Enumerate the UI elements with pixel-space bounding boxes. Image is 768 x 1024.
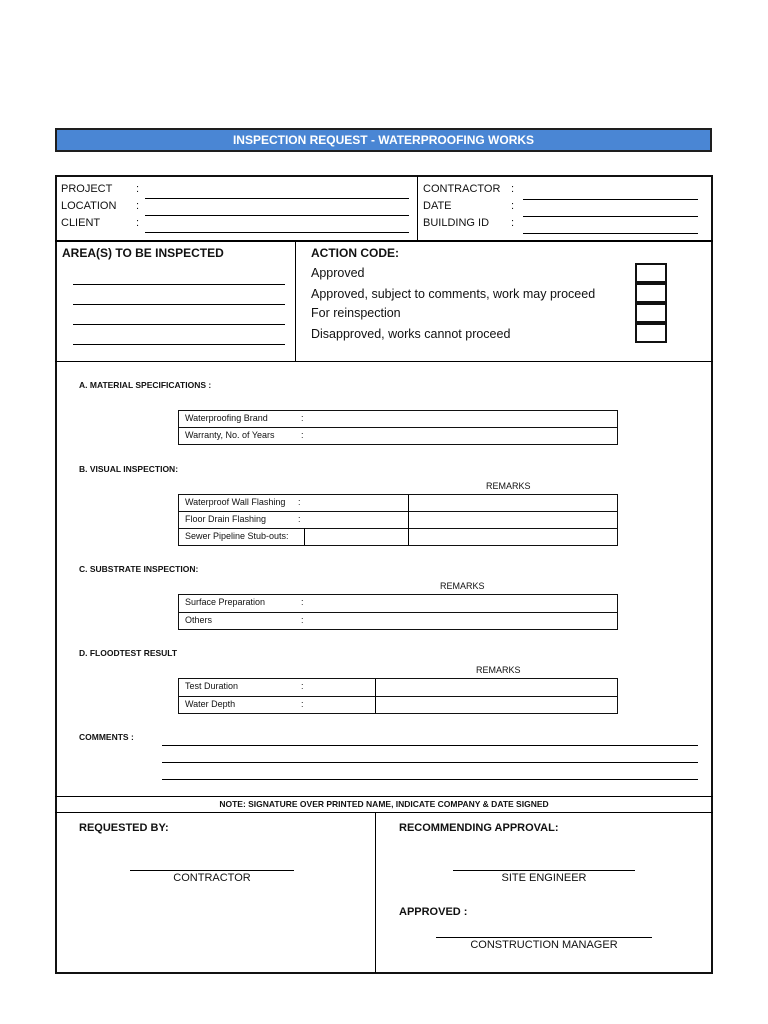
table-row-divider xyxy=(179,696,617,697)
section-d-remarks: REMARKS xyxy=(476,665,521,675)
contractor-colon: : xyxy=(511,183,515,195)
section-a-title: A. MATERIAL SPECIFICATIONS : xyxy=(79,380,212,390)
date-colon: : xyxy=(511,200,515,212)
table-row-divider xyxy=(179,528,617,529)
contractor-role: CONTRACTOR xyxy=(173,872,251,884)
comments-line-2[interactable] xyxy=(162,762,698,763)
checkbox-approved[interactable] xyxy=(635,263,667,283)
section-c-table xyxy=(178,594,618,630)
construction-manager-signature-line[interactable] xyxy=(436,937,652,938)
checkbox-reinspection[interactable] xyxy=(635,303,667,323)
building-id-field[interactable] xyxy=(523,233,698,234)
divider-action xyxy=(55,361,713,362)
section-d-table xyxy=(178,678,618,714)
site-engineer-signature-line[interactable] xyxy=(453,870,635,871)
comments-label: COMMENTS : xyxy=(79,732,134,742)
section-a-table xyxy=(178,410,618,445)
material-brand-colon: : xyxy=(301,413,304,423)
surface-prep-colon: : xyxy=(301,597,304,607)
date-field[interactable] xyxy=(523,216,698,217)
action-option-approved: Approved xyxy=(311,266,365,280)
floor-drain-label: Floor Drain Flashing xyxy=(185,514,267,524)
recommending-approval-label: RECOMMENDING APPROVAL: xyxy=(399,822,559,834)
section-c-title: C. SUBSTRATE INSPECTION: xyxy=(79,564,199,574)
building-id-label: BUILDING ID xyxy=(423,217,490,229)
comments-line-3[interactable] xyxy=(162,779,698,780)
divider-signatures-vertical xyxy=(375,812,376,973)
sewer-stubouts-label: Sewer Pipeline Stub-outs: xyxy=(185,531,289,541)
approved-label: APPROVED : xyxy=(399,906,468,918)
others-label: Others xyxy=(185,615,213,625)
client-label: CLIENT xyxy=(61,217,101,229)
form-title: INSPECTION REQUEST - WATERPROOFING WORKS xyxy=(55,128,712,152)
divider-note-bottom xyxy=(55,812,713,813)
areas-title: AREA(S) TO BE INSPECTED xyxy=(62,246,224,260)
project-colon: : xyxy=(136,183,140,195)
material-brand-label: Waterproofing Brand xyxy=(185,413,268,423)
test-duration-colon: : xyxy=(301,681,304,691)
table-col-divider xyxy=(408,495,409,545)
action-option-approved-with-comments: Approved, subject to comments, work may proceed xyxy=(311,287,596,301)
checkbox-approved-with-comments[interactable] xyxy=(635,283,667,303)
project-field[interactable] xyxy=(145,198,409,199)
location-label: LOCATION xyxy=(61,200,117,212)
others-colon: : xyxy=(301,615,304,625)
area-line-2[interactable] xyxy=(73,304,285,305)
floor-drain-colon: : xyxy=(298,514,301,524)
table-row-divider xyxy=(179,612,617,613)
action-code-title: ACTION CODE: xyxy=(311,246,399,260)
location-field[interactable] xyxy=(145,215,409,216)
section-b-remarks: REMARKS xyxy=(486,481,531,491)
building-id-colon: : xyxy=(511,217,515,229)
surface-prep-label: Surface Preparation xyxy=(185,597,266,607)
area-line-4[interactable] xyxy=(73,344,285,345)
wall-flashing-label: Waterproof Wall Flashing xyxy=(185,497,286,507)
requested-by-label: REQUESTED BY: xyxy=(79,822,169,834)
contractor-signature-line[interactable] xyxy=(130,870,294,871)
divider-header-vertical xyxy=(417,176,418,240)
section-b-title: B. VISUAL INSPECTION: xyxy=(79,464,179,474)
site-engineer-role: SITE ENGINEER xyxy=(501,872,587,884)
warranty-colon: : xyxy=(301,430,304,440)
divider-header xyxy=(55,240,713,242)
client-colon: : xyxy=(136,217,140,229)
divider-areas-vertical xyxy=(295,240,296,362)
divider-note-top xyxy=(55,796,713,797)
table-col-divider xyxy=(304,528,305,545)
table-row-divider xyxy=(179,511,617,512)
date-label: DATE xyxy=(423,200,452,212)
comments-line-1[interactable] xyxy=(162,745,698,746)
area-line-1[interactable] xyxy=(73,284,285,285)
checkbox-disapproved[interactable] xyxy=(635,323,667,343)
table-row-divider xyxy=(179,427,617,428)
section-d-title: D. FLOODTEST RESULT xyxy=(79,648,178,658)
location-colon: : xyxy=(136,200,140,212)
test-duration-label: Test Duration xyxy=(185,681,239,691)
section-c-remarks: REMARKS xyxy=(440,581,485,591)
project-label: PROJECT xyxy=(61,183,113,195)
action-option-reinspection: For reinspection xyxy=(311,306,401,320)
water-depth-label: Water Depth xyxy=(185,699,236,709)
signature-note: NOTE: SIGNATURE OVER PRINTED NAME, INDICATE COMPANY & DATE SIGNED xyxy=(219,799,549,809)
construction-manager-role: CONSTRUCTION MANAGER xyxy=(470,939,618,951)
wall-flashing-colon: : xyxy=(298,497,301,507)
table-col-divider xyxy=(375,679,376,713)
client-field[interactable] xyxy=(145,232,409,233)
warranty-label: Warranty, No. of Years xyxy=(185,430,275,440)
contractor-label: CONTRACTOR xyxy=(423,183,501,195)
action-option-disapproved: Disapproved, works cannot proceed xyxy=(311,327,511,341)
contractor-field[interactable] xyxy=(523,199,698,200)
water-depth-colon: : xyxy=(301,699,304,709)
section-b-table xyxy=(178,494,618,546)
area-line-3[interactable] xyxy=(73,324,285,325)
